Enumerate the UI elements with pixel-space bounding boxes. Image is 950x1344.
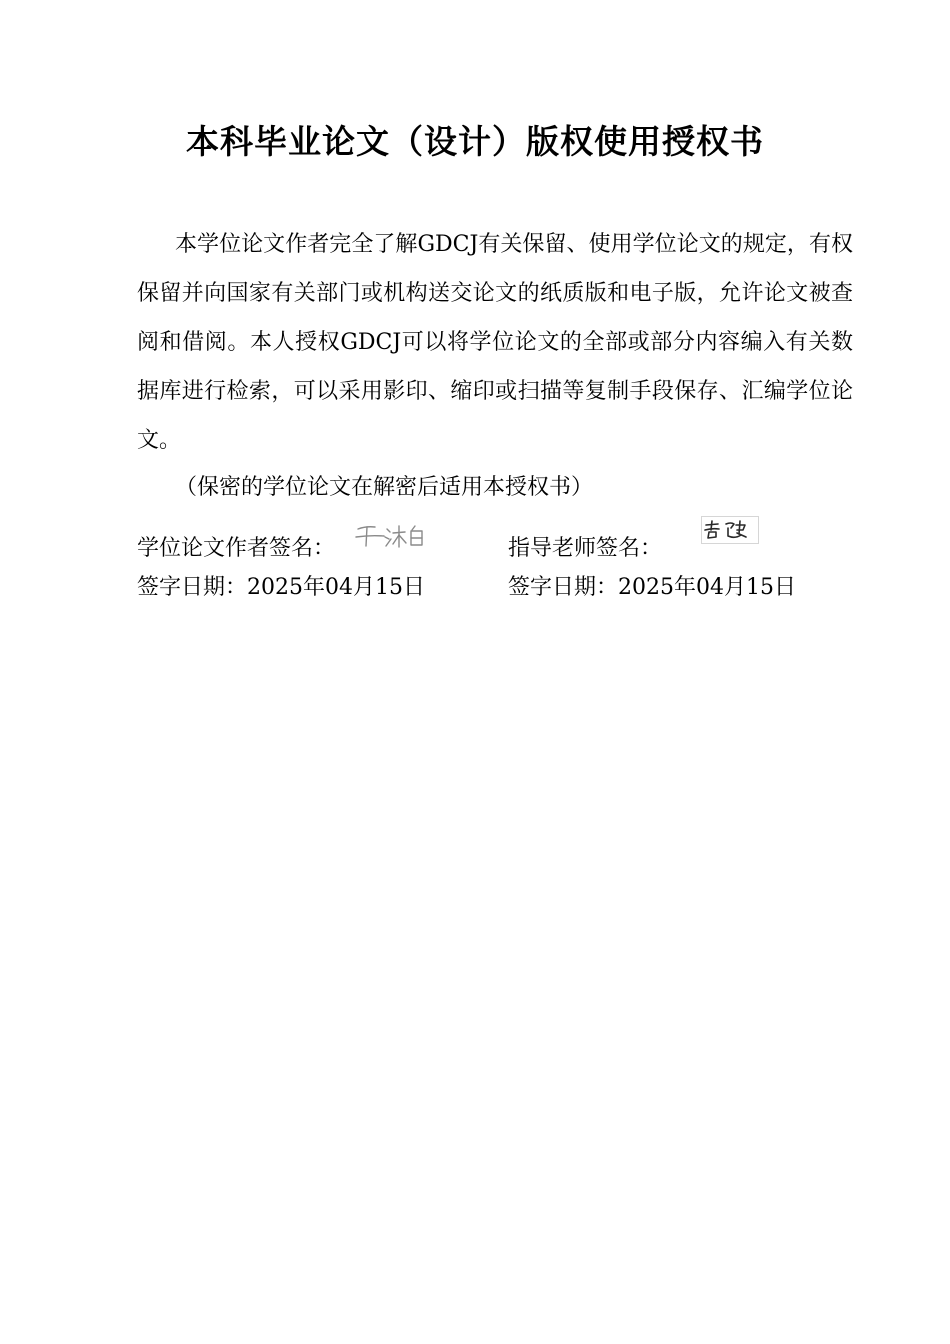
advisor-sign-date: 签字日期：2025年04月15日 xyxy=(508,575,796,600)
author-handwritten-signature xyxy=(354,520,432,552)
confidential-note: （保密的学位论文在解密后适用本授权书） xyxy=(175,475,594,500)
document-title: 本科毕业论文（设计）版权使用授权书 xyxy=(186,122,764,161)
signature-row xyxy=(137,529,663,569)
advisor-handwritten-signature xyxy=(701,516,759,544)
authorization-paragraph: 本学位论文作者完全了解GDCJ有关保留、使用学位论文的规定，有权保留并向国家有关部门或机构送交论文的纸质版和电子版，允许论文被查阅和借阅。本人授权GDCJ可以将学位论文的全部或部分内容编入有关数据库进行检索，可以采用影印、缩印或扫描等复制手段保存、汇编学位论文。 xyxy=(137,232,853,453)
author-sign-date: 签字日期：2025年04月15日 xyxy=(137,575,425,600)
advisor-signature-label: 指导老师签名： xyxy=(508,536,663,561)
date-row xyxy=(137,568,796,608)
author-signature-label: 学位论文作者签名： xyxy=(137,536,336,561)
